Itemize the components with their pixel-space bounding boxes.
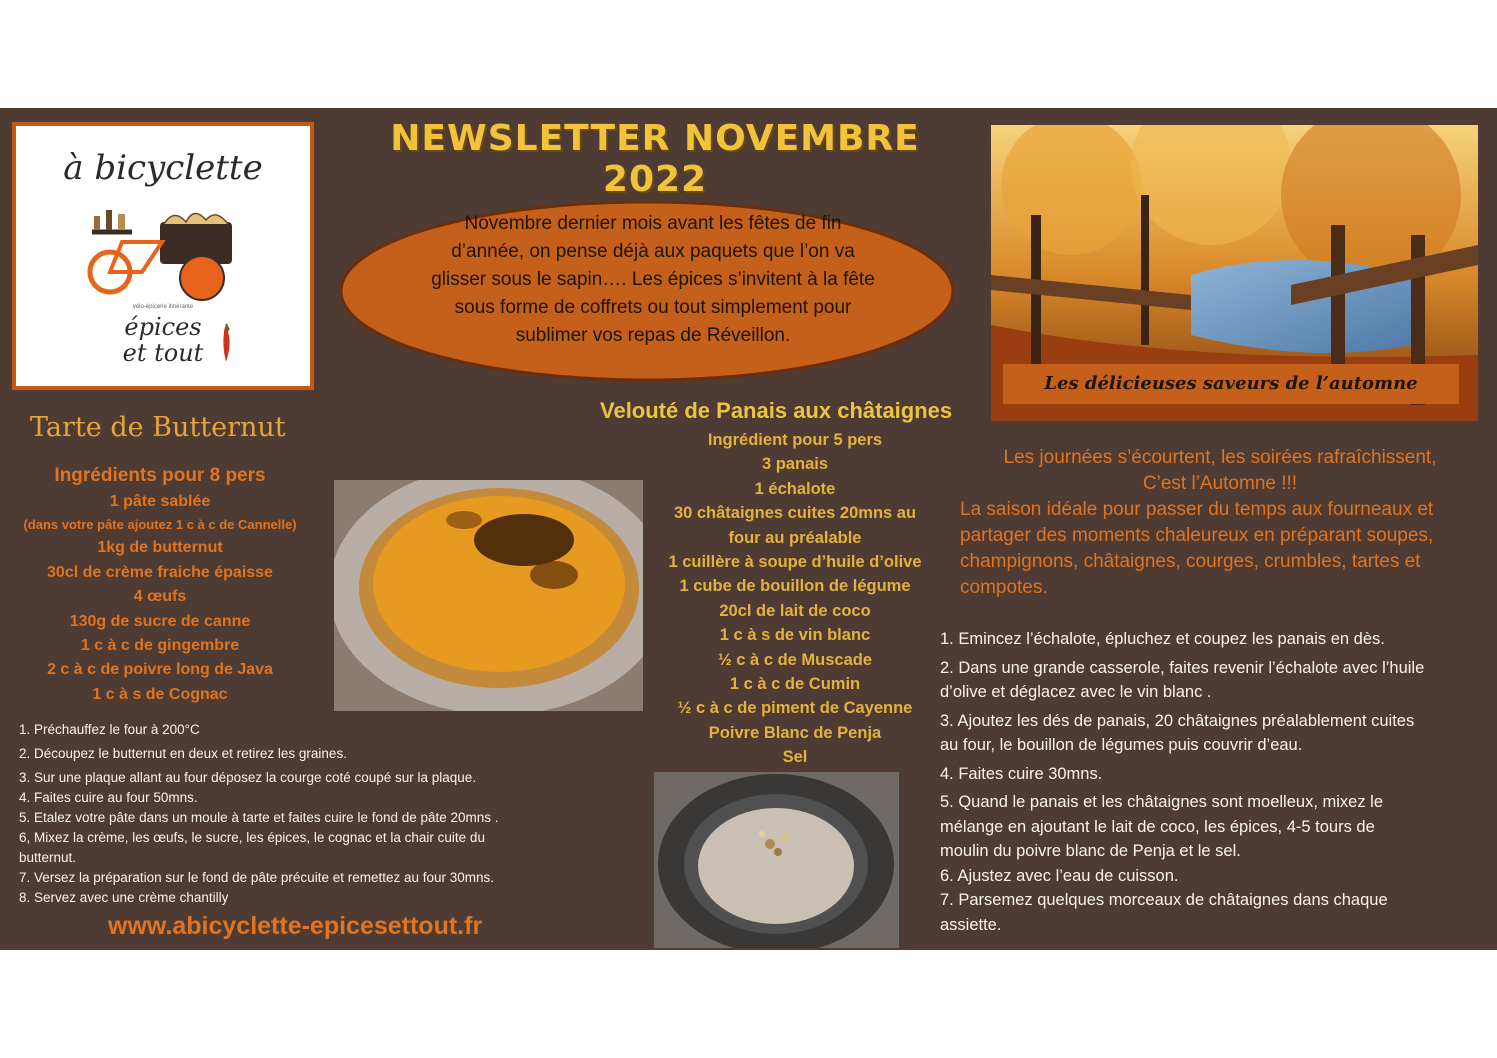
- autumn-text-line: partager des moments chaleureux en préparant soupes,: [960, 525, 1434, 546]
- tarte-ingredient-item: 130g de sucre de canne: [69, 612, 251, 630]
- veloute-step: 4. Faites cuire 30mns.: [940, 764, 1103, 783]
- veloute-ingredient-item: ½ c à c de piment de Cayenne: [677, 699, 913, 718]
- website-link[interactable]: www.abicyclette-epicesettout.fr: [108, 912, 483, 940]
- veloute-ingredient-item: Sel: [782, 748, 808, 767]
- veloute-ingredient-item: four au préalable: [728, 528, 862, 547]
- autumn-text: [960, 445, 1480, 601]
- autumn-caption: Les délicieuses saveurs de l’automne: [1003, 364, 1459, 404]
- veloute-step: 1. Emincez l’échalote, épluchez et coupez les panais en dès.: [940, 630, 1385, 648]
- tarte-title: Tarte de Butternut: [30, 412, 286, 443]
- logo-brand-title: à bicyclette: [63, 148, 263, 188]
- tarte-ingredient-item: 1kg de butternut: [97, 539, 223, 557]
- autumn-text-line: Les journées s’écourtent, les soirées rafraîchissent,: [1003, 447, 1437, 468]
- intro-line: sous forme de coffrets ou tout simplement pour: [454, 297, 852, 318]
- tarte-step: butternut.: [19, 850, 77, 865]
- veloute-ingredient-item: 1 cube de bouillon de légume: [679, 577, 911, 596]
- veloute-ingredient-item: 30 châtaignes cuites 20mns au: [673, 504, 917, 523]
- logo-tagline: vélo-épicerie itinérante: [132, 304, 194, 310]
- tarte-ingredient-item: 4 œufs: [133, 588, 187, 606]
- logo-subtitle-line-2: et tout: [122, 339, 204, 367]
- logo: [12, 122, 314, 390]
- tarte-step: 2. Découpez le butternut en deux et retirez les graines.: [19, 746, 347, 761]
- tarte-step: 5. Etalez votre pâte dans un moule à tarte et faites cuire le fond de pâte 20mns .: [19, 810, 499, 825]
- tarte-ingredients: [0, 462, 320, 707]
- butternut-tart-photo: [334, 480, 643, 711]
- newsletter-title: NEWSLETTER NOVEMBRE 2022: [390, 118, 920, 200]
- intro-line: glisser sous le sapin…. Les épices s’invitent à la fête: [431, 269, 875, 290]
- veloute-ingredient-item: ½ c à c de Muscade: [717, 650, 873, 669]
- tarte-ingredient-item: (dans votre pâte ajoutez 1 c à c de Cannelle): [23, 517, 297, 533]
- intro-text: [386, 210, 920, 350]
- tarte-ingredient-item: 30cl de crème fraiche épaisse: [47, 563, 273, 581]
- logo-brand-subtitle: [16, 314, 310, 366]
- veloute-step: 2. Dans une grande casserole, faites revenir l’échalote avec l’huile: [940, 658, 1425, 677]
- tarte-ingredient-item: 1 c à c de gingembre: [80, 637, 240, 655]
- veloute-ingredient-item: 1 échalote: [754, 479, 836, 498]
- veloute-step: 3. Ajoutez les dés de panais, 20 châtaignes préalablement cuites: [940, 711, 1415, 730]
- autumn-text-line: La saison idéale pour passer du temps aux fourneaux et: [960, 499, 1434, 520]
- tarte-ingredient-item: 2 c à c de poivre long de Java: [47, 661, 273, 679]
- tarte-ingredient-item: 1 c à s de Cognac: [92, 685, 228, 703]
- tarte-step: 8. Servez avec une crème chantilly: [19, 890, 229, 905]
- autumn-text-line: champignons, châtaignes, courges, crumbles, tartes et: [960, 551, 1421, 572]
- veloute-ingredient-item: 20cl de lait de coco: [719, 601, 871, 620]
- veloute-step: 5. Quand le panais et les châtaignes sont moelleux, mixez le: [940, 793, 1384, 811]
- intro-line: d’année, on pense déjà aux paquets que l’on va: [451, 241, 855, 262]
- autumn-text-line: compotes.: [960, 577, 1048, 598]
- veloute-title: Velouté de Panais aux châtaignes: [600, 398, 953, 423]
- intro-line: sublimer vos repas de Réveillon.: [515, 325, 791, 346]
- veloute-ingredient-item: 1 c à c de Cumin: [729, 675, 861, 694]
- autumn-text-line: C’est l’Automne !!!: [1142, 473, 1298, 494]
- logo-subtitle-line-1: épices: [124, 313, 202, 341]
- chili-pepper-icon: [220, 322, 234, 364]
- tarte-ingredients-heading: Ingrédients pour 8 pers: [54, 465, 266, 486]
- tarte-step: 7. Versez la préparation sur le fond de pâte précuite et remettez au four 30mns.: [19, 870, 495, 885]
- tarte-steps: [19, 720, 599, 908]
- veloute-ingredients: [645, 428, 945, 770]
- veloute-step: assiette.: [940, 915, 1002, 934]
- veloute-step: 7. Parsemez quelques morceaux de châtaignes dans chaque: [940, 891, 1388, 909]
- veloute-step: mélange en ajoutant le lait de coco, les épices, 4-5 tours de: [940, 817, 1375, 836]
- veloute-ingredient-item: Poivre Blanc de Penja: [708, 723, 882, 742]
- veloute-ingredient-item: 1 c à s de vin blanc: [719, 626, 871, 645]
- tarte-step: 6, Mixez la crème, les œufs, le sucre, les épices, le cognac et la chair cuite du: [19, 830, 485, 845]
- tarte-step: 4. Faites cuire au four 50mns.: [19, 790, 198, 805]
- veloute-step: moulin du poivre blanc de Penja et le sel.: [940, 842, 1241, 860]
- veloute-step: d’olive et déglacez avec le vin blanc .: [940, 683, 1212, 701]
- soup-bowl-photo: [654, 772, 899, 948]
- tarte-ingredient-item: 1 pâte sablée: [109, 493, 211, 510]
- tarte-step: 1. Préchauffez le four à 200°C: [19, 722, 200, 737]
- intro-line: Novembre dernier mois avant les fêtes de fin: [464, 213, 842, 234]
- bicycle-icon: [82, 202, 242, 304]
- veloute-step: au four, le bouillon de légumes puis couvrir d’eau.: [940, 736, 1303, 754]
- veloute-ingredient-item: 1 cuillère à soupe d’huile d’olive: [668, 553, 922, 572]
- veloute-ingredient-item: 3 panais: [761, 455, 829, 474]
- tarte-step: 3. Sur une plaque allant au four déposez la courge coté coupé sur la plaque.: [19, 770, 477, 785]
- veloute-steps: [940, 627, 1460, 937]
- veloute-step: 6. Ajustez avec l’eau de cuisson.: [940, 866, 1179, 885]
- veloute-ingredient-item: Ingrédient pour 5 pers: [707, 431, 883, 449]
